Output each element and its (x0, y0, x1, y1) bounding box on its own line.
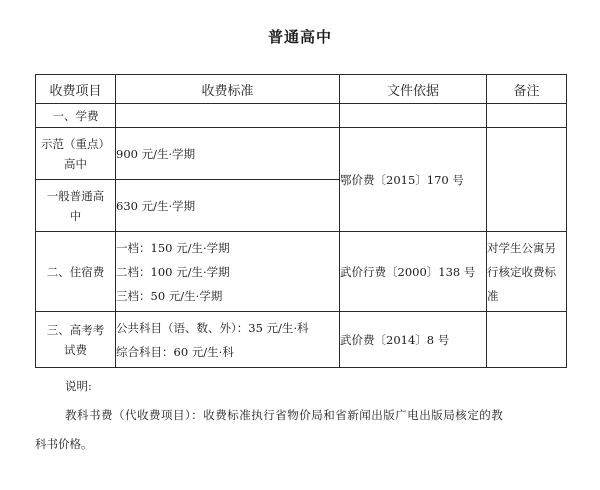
tuition-heading-basis-empty (340, 104, 487, 128)
accommodation-tier-2: 二档：100 元/生·学期 (116, 264, 230, 279)
accommodation-tier-1: 一档：150 元/生·学期 (116, 240, 230, 255)
table-row-accommodation (36, 232, 567, 312)
regular-school-label-line1: 一般普通高 (46, 188, 105, 203)
table-header-row (36, 75, 567, 104)
notes-paragraph-line1: 教科书费（代收费项目）：收费标准执行省物价局和省新闻出版广电出版局核定的教 (65, 408, 504, 422)
accommodation-standards (116, 232, 340, 312)
regular-school-label-line2: 中 (69, 208, 82, 223)
tuition-basis: 鄂价费〔2015〕170 号 (340, 128, 487, 232)
fee-table (35, 74, 567, 368)
header-fee-standard: 收费标准 (116, 75, 340, 104)
notes-paragraph-line2: 科书价格。 (35, 437, 93, 451)
tuition-heading-standard-empty (116, 104, 340, 128)
key-school-standard: 900 元/生·学期 (116, 128, 340, 180)
accommodation-basis: 武价行费〔2000〕138 号 (340, 232, 487, 312)
key-school-label (36, 128, 116, 180)
exam-standard-comprehensive: 综合科目：60 元/生·科 (116, 344, 234, 359)
notes-section (35, 372, 566, 459)
exam-label-line1: 三、高考考 (46, 322, 105, 337)
table-row-key-school (36, 128, 567, 180)
exam-standard-public: 公共科目（语、数、外）：35 元/生·科 (116, 320, 309, 335)
exam-remark (487, 312, 567, 368)
exam-standards (116, 312, 340, 368)
exam-basis: 武价费〔2014〕8 号 (340, 312, 487, 368)
accommodation-remark-line3: 准 (487, 288, 499, 303)
header-fee-item: 收费项目 (36, 75, 116, 104)
table-row-exam (36, 312, 567, 368)
regular-school-standard: 630 元/生·学期 (116, 180, 340, 232)
page-title: 普通高中 (267, 28, 332, 46)
tuition-remark (487, 128, 567, 232)
accommodation-tier-3: 三档：50 元/生·学期 (116, 288, 223, 303)
accommodation-remark-line1: 对学生公寓另 (487, 240, 556, 255)
accommodation-remark-line2: 行核定收费标 (487, 264, 556, 279)
notes-label: 说明: (65, 379, 92, 393)
header-document-basis: 文件依据 (340, 75, 487, 104)
key-school-label-line1: 示范（重点） (41, 136, 110, 151)
exam-label-line2: 试费 (64, 342, 87, 357)
tuition-label: 一、学费 (36, 104, 116, 128)
accommodation-remark (487, 232, 567, 312)
accommodation-label: 二、住宿费 (36, 232, 116, 312)
table-row-tuition-heading (36, 104, 567, 128)
tuition-heading-remark-empty (487, 104, 567, 128)
exam-label (36, 312, 116, 368)
header-remarks: 备注 (487, 75, 567, 104)
regular-school-label (36, 180, 116, 232)
key-school-label-line2: 高中 (64, 156, 87, 171)
